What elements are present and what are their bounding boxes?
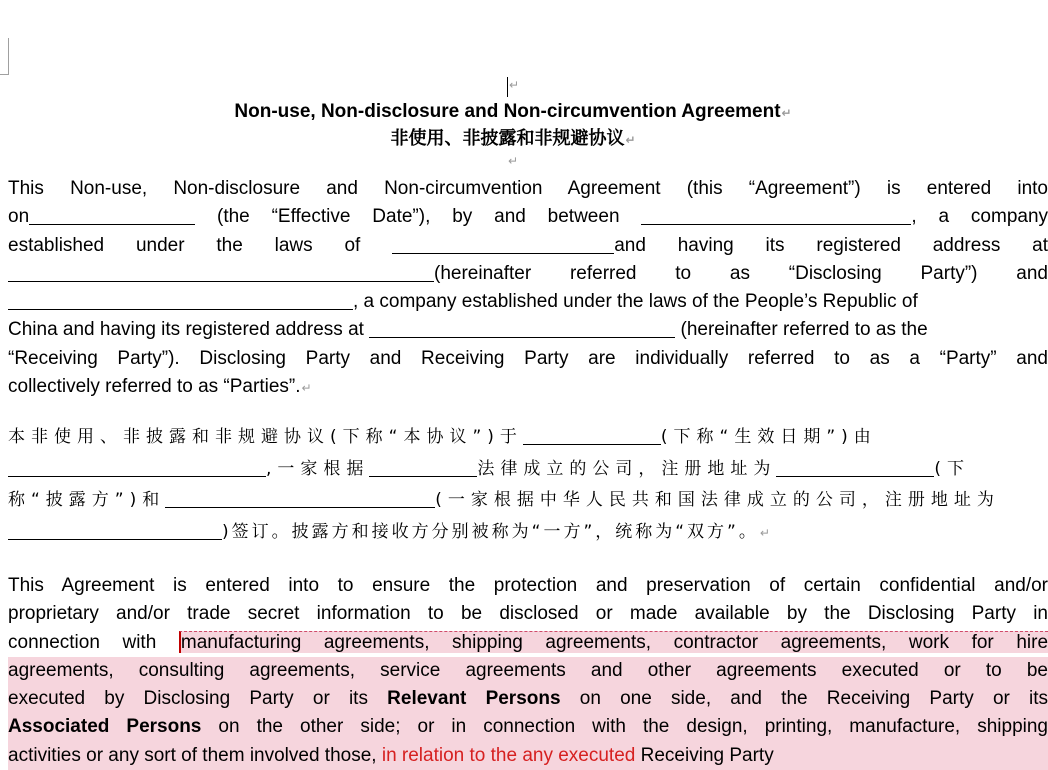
line: ,一家根据 法律成立的公司，注册地址为 (下 bbox=[8, 454, 1048, 486]
line-highlighted: activities or any sort of them involved those, in relation to the any executed Receiving Party bbox=[8, 742, 1048, 770]
purpose-paragraph[interactable] bbox=[8, 572, 1048, 770]
line: 本非使用、非披露和非规避协议(下称“本协议”)于 (下称“生效日期”)由 bbox=[8, 427, 877, 447]
line: 称“披露方”)和 (一家根据中华人民共和国法律成立的公司，注册地址为 bbox=[8, 490, 1000, 510]
line: collectively referred to as “Parties”.↵ bbox=[8, 376, 312, 398]
intro-paragraph-chinese[interactable] bbox=[8, 422, 1048, 548]
title-chinese[interactable]: 非使用、非披露和非规避协议↵ bbox=[390, 128, 636, 149]
line: established under the laws of and having its registered address at bbox=[8, 234, 1048, 256]
title-english[interactable]: Non-use, Non-disclosure and Non-circumvention Agreement↵ bbox=[234, 101, 792, 122]
line: proprietary and/or trade secret information to be disclosed or made available by the Disclosing Party in bbox=[8, 603, 1048, 625]
line-highlighted: executed by Disclosing Party or its Relevant Persons on one side, and the Receiving Party or its bbox=[8, 685, 1048, 713]
line: China and having its registered address at (hereinafter referred to as the bbox=[8, 319, 928, 341]
blank-cn-receiving-party[interactable] bbox=[165, 489, 435, 508]
empty-paragraph-mark-2: ↵ bbox=[508, 154, 519, 168]
blank-cn-disclosing-party[interactable] bbox=[8, 458, 266, 477]
line: This Agreement is entered into to ensure the protection and preservation of certain confidential and/or bbox=[8, 575, 1048, 596]
blank-jurisdiction[interactable] bbox=[392, 235, 614, 254]
line-highlighted: agreements, consulting agreements, service agreements and other agreements executed or to be bbox=[8, 657, 1048, 685]
blank-cn-receiving-address[interactable] bbox=[8, 521, 222, 540]
tracked-change-highlight[interactable]: manufacturing agreements, shipping agreements, contractor agreements, work for hire bbox=[180, 631, 1048, 653]
blank-cn-jurisdiction[interactable] bbox=[369, 458, 477, 477]
blank-disclosing-party-name[interactable] bbox=[641, 206, 911, 225]
intro-paragraph-english[interactable] bbox=[8, 175, 1048, 401]
defined-term-relevant-persons: Relevant Persons bbox=[387, 688, 561, 710]
empty-paragraph-mark: ↵ bbox=[509, 78, 520, 92]
line-highlighted: Associated Persons on the other side; or in connection with the design, printing, manufacture, shipping bbox=[8, 713, 1048, 741]
blank-receiving-party-name[interactable] bbox=[8, 291, 353, 310]
blank-cn-disclosing-address[interactable] bbox=[776, 458, 934, 477]
blank-cn-date[interactable] bbox=[523, 426, 661, 445]
line: , a company established under the laws of the People’s Republic of bbox=[8, 288, 1048, 316]
line: This Non-use, Non-disclosure and Non-circumvention Agreement (this “Agreement”) is entered into bbox=[8, 178, 1048, 199]
tracked-insertion-text[interactable]: in relation to the any executed bbox=[381, 744, 636, 766]
line: )签订。披露方和接收方分别被称为“一方”，统称为“双方”。↵ bbox=[8, 517, 1048, 549]
text-cursor bbox=[507, 77, 508, 97]
defined-term-associated-persons: Associated Persons bbox=[8, 716, 202, 738]
blank-receiving-address[interactable] bbox=[369, 319, 675, 338]
blank-effective-date[interactable] bbox=[29, 206, 195, 225]
line: “Receiving Party”). Disclosing Party and Receiving Party are individually referred to as a “Party” and bbox=[8, 347, 1048, 369]
line: (hereinafter referred to as “Disclosing Party”) and bbox=[8, 260, 1048, 288]
line: on (the “Effective Date”), by and between , a company bbox=[8, 206, 1048, 228]
line: connection with manufacturing agreements, shipping agreements, contractor agreements, work for hire bbox=[8, 631, 1048, 653]
page-corner-marker bbox=[0, 38, 9, 75]
blank-disclosing-address[interactable] bbox=[8, 263, 434, 282]
